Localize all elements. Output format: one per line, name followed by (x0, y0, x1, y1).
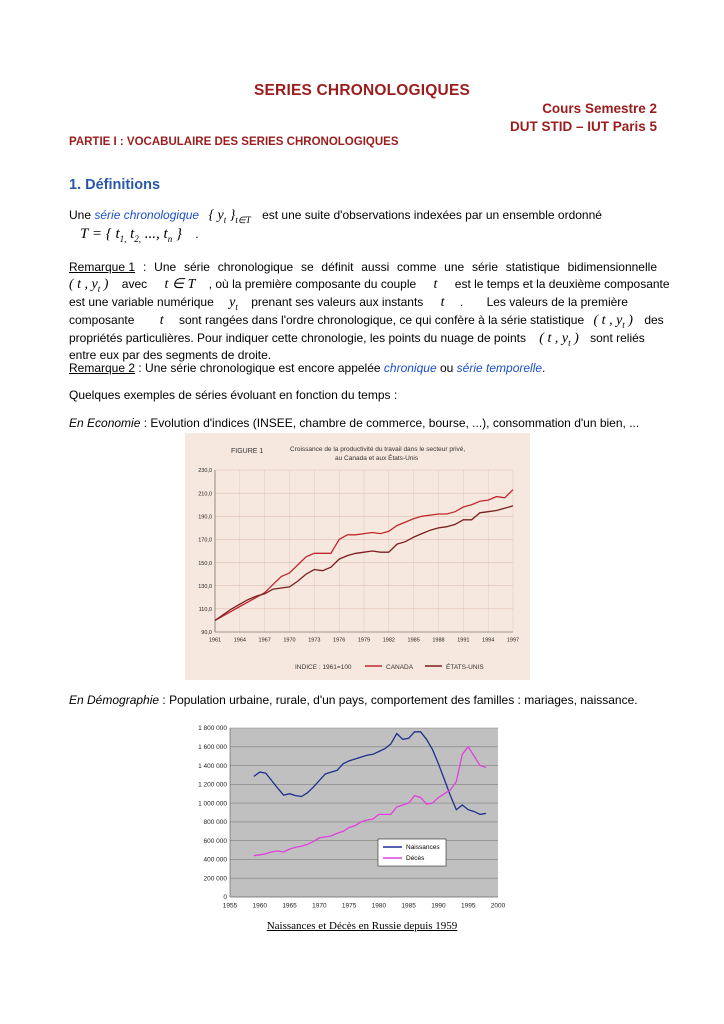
x-tick-label: 1965 (282, 902, 297, 910)
definition-set-line: T = { $t_{1,}$ $t_{2,}$ ..., $t_n$ } . (80, 226, 199, 244)
plot-area (230, 728, 498, 897)
x-tick-label: 1964 (233, 637, 246, 644)
y-tick-label: 200 000 (203, 875, 227, 883)
remarque2-line: Remarque 2 : Une série chronologique est encore appelée chronique ou série temporelle. (69, 361, 546, 375)
x-tick-label: 1976 (333, 637, 346, 644)
demographie-line: En Démographie : Population urbaine, rurale, d'un pays, comportement des familles : mariages, naissance. (69, 693, 638, 707)
y-tick-label: 190,0 (198, 514, 212, 521)
x-tick-label: 1995 (460, 902, 476, 910)
term-serie-chronologique: série chronologique (94, 208, 200, 222)
chart1-xlabel: INDICE : 1961=100 (295, 664, 352, 671)
y-tick-label: 800 000 (203, 819, 227, 827)
x-tick-label: 1967 (258, 637, 271, 644)
x-tick-label: 1970 (312, 902, 327, 910)
math-T: T = { $t_{1,}$ $t_{2,}$ ..., $t_n$ } (80, 226, 182, 244)
x-tick-label: 1994 (482, 637, 495, 644)
legend-naissances: Naissances (406, 844, 440, 851)
y-tick-label: 170,0 (198, 537, 212, 544)
examples-intro: Quelques exemples de séries évoluant en fonction du temps : (69, 388, 398, 402)
x-tick-label: 1985 (407, 637, 420, 644)
x-tick-label: 1985 (401, 902, 416, 910)
part-heading: PARTIE I : VOCABULAIRE DES SERIES CHRONOLOGIQUES (69, 136, 399, 148)
y-tick-label: 1 000 000 (198, 800, 227, 808)
remarque1-line3: est une variable numérique $y_t$ prenant ses valeurs aux instants t . Les valeurs de la première (69, 295, 628, 312)
math-set: { $y_t$ }$_{t\in T}$ (208, 208, 251, 225)
remarque1-line1: Remarque 1 : Une série chronologique se définit aussi comme une série statistique bidimensionnelle (69, 260, 657, 274)
y-tick-label: 210,0 (198, 491, 212, 498)
course-label: Cours Semestre 2 (542, 101, 657, 116)
legend-deces: Décès (406, 855, 425, 862)
x-tick-label: 1961 (208, 637, 222, 644)
program-label: DUT STID – IUT Paris 5 (509, 119, 657, 134)
y-tick-label: 110,0 (198, 607, 212, 614)
economie-line: En Economie : Evolution d'indices (INSEE, chambre de commerce, bourse, ...), consommation d'un bien, ... (69, 416, 640, 430)
x-tick-label: 1955 (222, 902, 238, 910)
term-chronique: chronique (383, 361, 437, 375)
x-tick-label: 1970 (283, 637, 296, 644)
remarque1-line4: composante t sont rangées dans l'ordre chronologique, ce qui confère à la série statistique ( t , $y_t$ ) des (69, 313, 664, 330)
term-serie-temporelle: série temporelle (456, 361, 543, 375)
figure-caption: Naissances et Décès en Russie depuis 1959 (266, 920, 458, 932)
legend-canada: CANADA (386, 664, 414, 671)
y-tick-label: 150,0 (198, 560, 212, 567)
y-tick-label: 1 200 000 (198, 781, 227, 789)
chart2-x-ticks (223, 903, 506, 910)
x-tick-label: 1997 (506, 637, 520, 644)
y-tick-label: 600 000 (203, 837, 227, 845)
productivity-chart (185, 433, 530, 680)
y-tick-label: 1 600 000 (198, 743, 227, 751)
page-title: SERIES CHRONOLOGIQUES (253, 82, 471, 99)
x-tick-label: 1975 (341, 902, 357, 910)
russia-births-deaths-chart (180, 718, 520, 916)
chart-title: Croissance de la productivité du travail dans le secteur privé, (290, 446, 466, 453)
y-tick-label: 400 000 (203, 856, 227, 864)
x-tick-label: 1980 (371, 902, 387, 910)
figure-label: FIGURE 1 (231, 448, 264, 455)
chart-subtitle: au Canada et aux États-Unis (335, 455, 419, 462)
y-tick-label: 1 400 000 (198, 762, 227, 770)
remarque1-line2: ( t , $y_t$ ) avec t ∈ T , où la première composante du couple t est le temps et la deuxième composante (69, 277, 670, 294)
section-heading: 1. Définitions (69, 177, 161, 193)
x-tick-label: 1982 (382, 637, 395, 644)
definition-line: Une série chronologique { $y_t$ }$_{t\in T}$ est une suite d'observations indexées par un ensemble ordonné (69, 208, 602, 225)
x-tick-label: 1988 (432, 637, 445, 644)
y-tick-label: 130,0 (198, 583, 212, 590)
legend-us: ÉTATS-UNIS (446, 664, 484, 671)
x-tick-label: 1960 (252, 902, 268, 910)
y-tick-label: 230,0 (198, 468, 212, 475)
chart2-y-ticks (198, 725, 227, 901)
x-tick-label: 2000 (490, 902, 506, 910)
y-tick-label: 90,0 (201, 630, 212, 637)
remarque1-line6: entre eux par des segments de droite. (69, 348, 272, 362)
y-tick-label: 0 (223, 894, 227, 902)
x-tick-label: 1990 (431, 902, 446, 910)
remarque1-line5: propriétés particulières. Pour indiquer cette chronologie, les points du nuage de points ( t , $y_t$ ) sont reliés (69, 331, 645, 348)
y-tick-label: 1 800 000 (198, 725, 227, 733)
x-tick-label: 1973 (308, 637, 321, 644)
x-tick-label: 1991 (457, 637, 470, 644)
x-tick-label: 1979 (357, 637, 371, 644)
